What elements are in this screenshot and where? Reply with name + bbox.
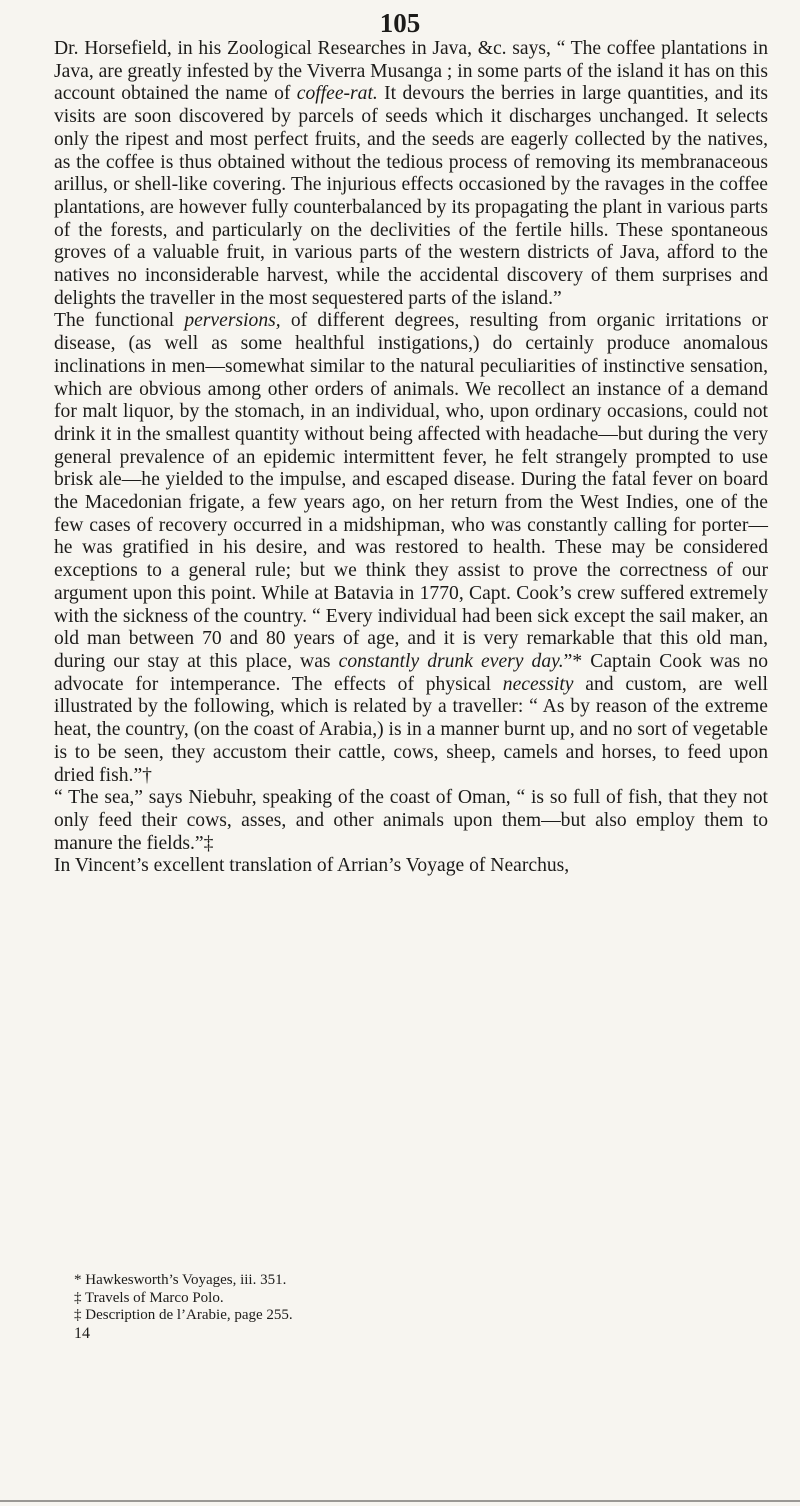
text-segment: of different degrees, resulting from organic irritations or disease, (as well as some healthful instigations,) do certainly produce anomalous inclinations in men—somewhat similar to the natural peculiarities of instinctive sensation, which are obvious among other orders of animals. We recollect an instance of a demand for malt liquor, by the stomach, in an individual, who, upon ordinary occasions, could not drink it in the smallest quantity without being affected with headache—but during the very general prevalence of an epidemic intermittent fever, he felt strangely prompted to use brisk ale—he yielded to the impulse, and escaped disease. During the fatal fever on board the Macedonian frigate, a few years ago, on her return from the West Indies, one of the few cases of recovery occurred in a midshipman, who was constantly calling for porter—he was gratified in his desire, and was restored to health. These may be considered exceptions to a general rule; but we think they assist to prove the correctness of our argument upon this point. While at Batavia in 1770, Capt. Cook’s crew suffered extremely with the sickness of the country. “ Every individual had been sick except the sail maker, an old man between 70 and 80 years of age, and it is very remarkable that this old man, during our stay at this place, was bbox=[54, 310, 768, 672]
footnote: * Hawkesworth’s Voyages, iii. 351. bbox=[74, 1272, 287, 1288]
italic-segment: constantly drunk every day. bbox=[338, 650, 564, 672]
paragraph bbox=[54, 787, 768, 855]
text-segment: It devours the berries in large quantities, and its visits are soon discovered by parcels of seeds which it discharges unchanged. It selects only the ripest and most perfect fruits, and the seeds are eagerly collected by the natives, as the coffee is thus obtained without the tedious process of removing its membranaceous arillus, or shell-like covering. The injurious effects occasioned by the ravages in the coffee plantations, are however fully counterbalanced by its propagating the plant in various parts of the forests, and particularly on the declivities of the fertile hills. These spontaneous groves of a valuable fruit, in various parts of the western districts of Java, afford to the natives no inconsiderable harvest, while the accidental discovery of them surprises and delights the traveller in the most sequestered parts of the island.” bbox=[54, 83, 768, 309]
paragraph bbox=[54, 855, 768, 878]
footnote: ‡ Description de l’Arabie, page 255. bbox=[74, 1307, 293, 1323]
text-segment: “ The sea,” says Niebuhr, speaking of the coast of Oman, “ is so full of fish, that they not only feed their cows, asses, and other animals upon them—but also employ them to manure the fields.”‡ bbox=[54, 787, 768, 854]
signature-mark: 14 bbox=[74, 1324, 90, 1342]
page-edge-rule bbox=[0, 1500, 800, 1502]
text-segment: Dr. Horsefield, in his Zoological Researches in Java, &c. says, “ The coffee plantations in Java, are greatly infested by the Viverra Musanga ; in some parts of the island it has on this account obtained the name of bbox=[54, 38, 768, 105]
page-number: 105 bbox=[379, 8, 421, 38]
text-segment: and custom, are well illustrated by the following, which is related by a traveller: “ As by reason of the extreme heat, the country, (on the coast of Arabia,) is in a manner burnt up, and no sort of vegetable is to be seen, they accustom their cattle, cows, sheep, camels and horses, to feed upon dried fish.”† bbox=[54, 673, 768, 786]
footnote: ‡ Travels of Marco Polo. bbox=[74, 1289, 224, 1306]
text-segment: The functional bbox=[54, 310, 185, 332]
paragraph bbox=[54, 38, 768, 310]
text-segment: ”* Captain Cook was no advocate for intemperance. The effects of physical bbox=[54, 650, 768, 695]
italic-segment: necessity bbox=[502, 673, 574, 695]
body-text bbox=[54, 38, 768, 878]
italic-segment: perversions, bbox=[184, 310, 281, 332]
italic-segment: coffee-rat. bbox=[296, 83, 378, 105]
footnotes bbox=[74, 1272, 674, 1342]
text-segment: In Vincent’s excellent translation of Arrian’s Voyage of Nearchus, bbox=[54, 855, 570, 877]
paragraph bbox=[54, 310, 768, 787]
